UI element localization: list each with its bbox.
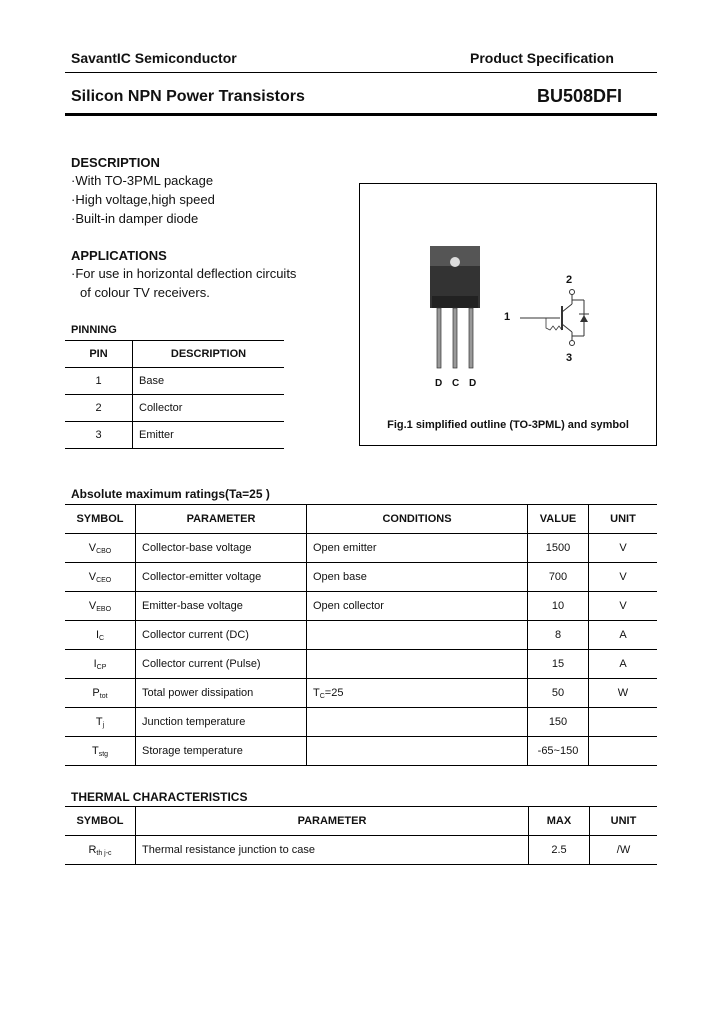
unit-cell: A [589, 621, 658, 650]
thermal-table [65, 806, 657, 865]
doc-type: Product Specification [470, 50, 614, 66]
unit-cell: V [589, 592, 658, 621]
value-cell: 700 [528, 563, 589, 592]
unit-cell [589, 737, 658, 766]
pinning-table [65, 340, 284, 449]
header-rule [65, 72, 657, 73]
unit-cell: W [589, 679, 658, 708]
abs-max-table [65, 504, 657, 766]
symbol-cell: $R_{th j-c}$ [65, 836, 136, 865]
pin-description: Emitter [133, 422, 285, 449]
parameter-cell: Thermal resistance junction to case [136, 836, 529, 865]
col-parameter: PARAMETER [136, 807, 529, 836]
conditions-cell: Open base [307, 563, 528, 592]
pin-number: 1 [65, 368, 133, 395]
col-parameter: PARAMETER [136, 505, 307, 534]
symbol-cell: $I_C$ [65, 621, 136, 650]
table-row [65, 534, 657, 563]
parameter-cell: Collector current (DC) [136, 621, 307, 650]
symbol-cell: $I_{CP}$ [65, 650, 136, 679]
symbol-label-collector: 2 [566, 274, 573, 286]
pin-header: PIN [65, 341, 133, 368]
symbol-cell: $V_{EBO}$ [65, 592, 136, 621]
value-cell: 15 [528, 650, 589, 679]
table-row [65, 621, 657, 650]
conditions-cell [307, 737, 528, 766]
unit-cell: V [589, 563, 658, 592]
unit-cell: A [589, 650, 658, 679]
col-value: VALUE [528, 505, 589, 534]
description-list [71, 171, 215, 228]
parameter-cell: Total power dissipation [136, 679, 307, 708]
pin-description: Collector [133, 395, 285, 422]
table-row [65, 737, 657, 766]
pin-number: 3 [65, 422, 133, 449]
applications-heading: APPLICATIONS [71, 248, 167, 263]
symbol-cell: $V_{CEO}$ [65, 563, 136, 592]
max-cell: 2.5 [529, 836, 590, 865]
symbol-label-emitter: 3 [566, 352, 573, 364]
table-row [65, 592, 657, 621]
applications-line: ·For use in horizontal deflection circuits [71, 266, 297, 281]
unit-cell: V [589, 534, 658, 563]
col-conditions: CONDITIONS [307, 505, 528, 534]
col-unit: UNIT [590, 807, 658, 836]
lead-label: D [469, 378, 477, 389]
applications-line: of colour TV receivers. [80, 285, 210, 300]
pinning-heading: PINNING [71, 324, 117, 336]
symbol-cell: $T_{stg}$ [65, 737, 136, 766]
description-heading: DESCRIPTION [71, 155, 160, 170]
table-row [65, 836, 657, 865]
symbol-cell: $P_{tot}$ [65, 679, 136, 708]
title-rule [65, 113, 657, 116]
table-row [65, 708, 657, 737]
col-unit: UNIT [589, 505, 658, 534]
value-cell: 1500 [528, 534, 589, 563]
figure-caption: Fig.1 simplified outline (TO-3PML) and symbol [387, 419, 629, 431]
table-row [65, 395, 284, 422]
part-number: BU508DFI [537, 86, 623, 106]
pin-description-header: DESCRIPTION [133, 341, 285, 368]
table-row [65, 368, 284, 395]
description-item: ·High voltage,high speed [71, 192, 215, 207]
conditions-cell [307, 621, 528, 650]
value-cell: 150 [528, 708, 589, 737]
parameter-cell: Collector current (Pulse) [136, 650, 307, 679]
value-cell: 8 [528, 621, 589, 650]
product-subtitle: Silicon NPN Power Transistors [71, 88, 305, 105]
parameter-cell: Junction temperature [136, 708, 307, 737]
table-row [65, 679, 657, 708]
col-symbol: SYMBOL [65, 807, 136, 836]
table-row [65, 650, 657, 679]
applications-list [71, 264, 296, 302]
conditions-cell [307, 650, 528, 679]
abs-max-title: Absolute maximum ratings(Ta=25 ) [71, 487, 270, 501]
conditions-cell: Open emitter [307, 534, 528, 563]
company-name: SavantIC Semiconductor [71, 50, 237, 66]
conditions-cell [307, 708, 528, 737]
value-cell: -65~150 [528, 737, 589, 766]
parameter-cell: Collector-emitter voltage [136, 563, 307, 592]
lead-label: C [452, 378, 460, 389]
package-outline-icon [360, 184, 656, 404]
pin-description: Base [133, 368, 285, 395]
figure-box [359, 183, 657, 446]
table-row [65, 422, 284, 449]
symbol-cell: $V_{CBO}$ [65, 534, 136, 563]
value-cell: 50 [528, 679, 589, 708]
symbol-label-base: 1 [504, 311, 511, 323]
parameter-cell: Emitter-base voltage [136, 592, 307, 621]
lead-label: D [435, 378, 443, 389]
description-item: ·Built-in damper diode [71, 211, 199, 226]
value-cell: 10 [528, 592, 589, 621]
parameter-cell: Collector-base voltage [136, 534, 307, 563]
pin-number: 2 [65, 395, 133, 422]
unit-cell [589, 708, 658, 737]
table-row [65, 563, 657, 592]
conditions-cell: $T_C=25$ [307, 679, 528, 708]
description-item: ·With TO-3PML package [71, 173, 214, 188]
conditions-cell: Open collector [307, 592, 528, 621]
unit-cell: /W [590, 836, 658, 865]
symbol-cell: $T_j$ [65, 708, 136, 737]
col-max: MAX [529, 807, 590, 836]
thermal-title: THERMAL CHARACTERISTICS [71, 790, 248, 804]
parameter-cell: Storage temperature [136, 737, 307, 766]
col-symbol: SYMBOL [65, 505, 136, 534]
